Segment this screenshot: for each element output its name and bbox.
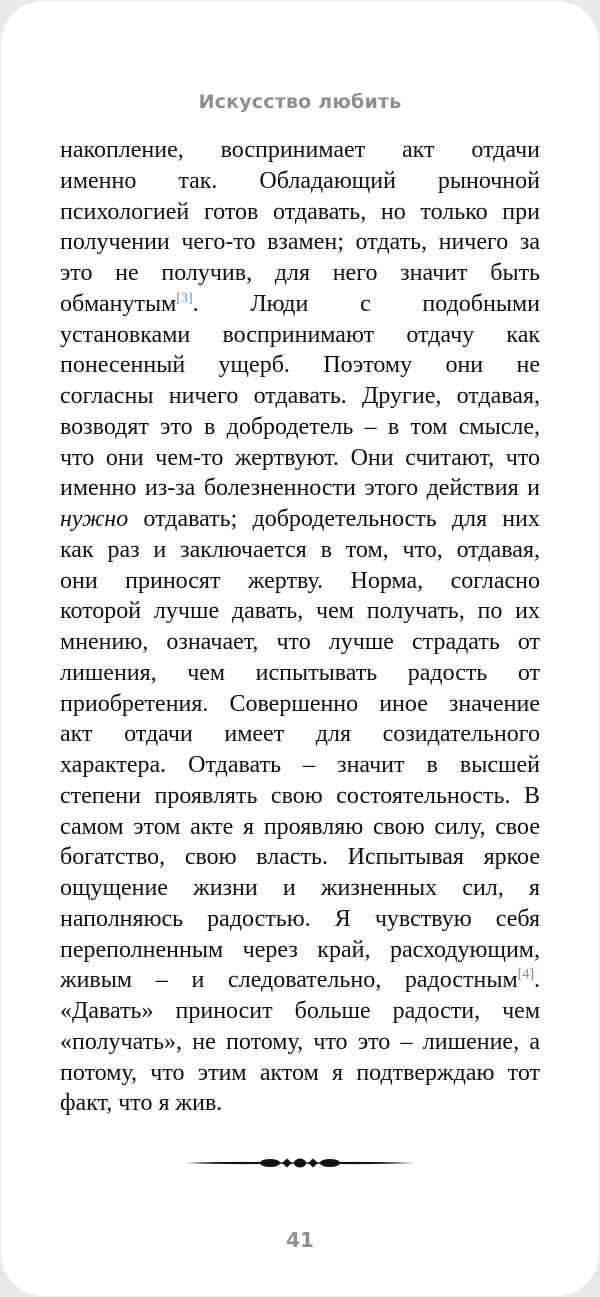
text-line: «получать», не потому, что это – лишение, а: [60, 1028, 540, 1055]
text-line: факт, что я жив.: [60, 1090, 223, 1117]
text-line: согласны ничего отдавать. Другие, отдавая,: [60, 383, 540, 409]
text-line: акт отдачи имеет для созидательного: [60, 721, 540, 748]
text-fragment: .: [534, 967, 540, 994]
text-line: накопление, воспринимает акт отдачи: [60, 137, 540, 163]
text-line: как раз и заключается в том, что, отдавая,: [60, 536, 540, 563]
text-line: наполняюсь радостью. Я чувствую себя: [60, 905, 540, 932]
text-line: именно из-за болезненности этого действия и: [60, 475, 540, 502]
text-line: [60, 504, 540, 535]
text-line: лишения, чем испытывать радость от: [60, 659, 540, 686]
page-number: 41: [286, 1228, 314, 1252]
text-line: [60, 289, 540, 320]
text-line: понесенный ущерб. Поэтому они не: [60, 352, 540, 379]
section-divider-ornament-icon: [186, 1150, 414, 1176]
text-fragment: обманутым: [60, 290, 177, 317]
text-line: самом этом акте я проявляю свою силу, свое: [60, 813, 540, 840]
text-line: получении чего-то взамен; отдать, ничего за: [60, 229, 540, 256]
text-line: психологией готов отдавать, но только при: [60, 198, 540, 225]
book-title: Искусство любить: [198, 91, 402, 113]
text-line: которой лучше давать, чем получать, по их: [60, 598, 540, 625]
text-line: ощущение жизни и жизненных сил, я: [60, 875, 540, 901]
text-line: они приносят жертву. Норма, согласно: [60, 567, 540, 594]
text-line: что они чем-то жертвуют. Они считают, что: [60, 444, 540, 471]
text-line: богатство, свою власть. Испытывая яркое: [60, 844, 540, 871]
text-fragment: живым – и следовательно, радостным: [60, 967, 518, 994]
text-line: именно так. Обладающий рыночной: [60, 167, 540, 194]
text-line: мнению, означает, что лучше страдать от: [60, 629, 540, 655]
text-line: приобретения. Совершенно иное значение: [60, 690, 540, 717]
text-line: потому, что этим актом я подтверждаю тот: [60, 1059, 540, 1086]
text-line: степени проявлять свою состоятельность. В: [60, 782, 540, 809]
text-line: установками воспринимают отдачу как: [60, 321, 540, 348]
text-fragment: отдавать; добродетельность для них: [128, 506, 540, 532]
page-text[interactable]: [60, 135, 540, 1119]
footnote-link-4[interactable]: [4]: [517, 967, 534, 983]
text-fragment: . Люди с подобными: [192, 290, 540, 317]
text-line: возводят это в добродетель – в том смысле,: [60, 413, 540, 440]
text-line: переполненным через край, расходующим,: [60, 936, 540, 963]
footnote-link-3[interactable]: [3]: [176, 290, 193, 306]
italic-word: нужно: [60, 506, 129, 532]
text-line: «Давать» приносит больше радости, чем: [60, 998, 540, 1024]
text-line: это не получив, для него значит быть: [60, 260, 540, 286]
text-line: [60, 965, 540, 996]
text-line: характера. Отдавать – значит в высшей: [60, 752, 540, 778]
